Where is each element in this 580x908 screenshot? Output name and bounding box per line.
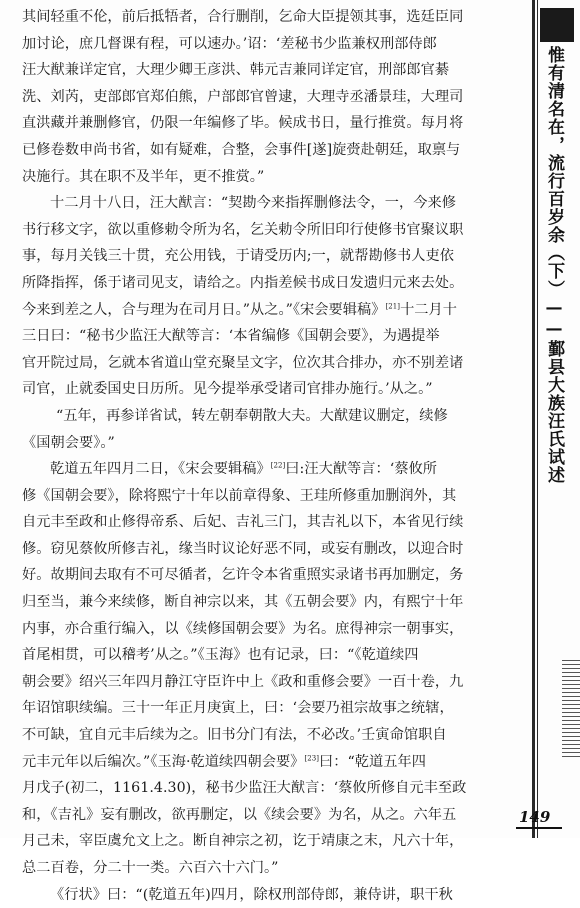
text-line: 修。窃见蔡攸所修吉礼，缘当时议论好恶不同，或妄有删改，以迎合时 xyxy=(22,540,464,557)
text-line: 《国朝会要》。” xyxy=(22,434,115,451)
page-number-rule xyxy=(516,827,562,829)
text-line: 月戊子(初二，1161.4.30)，秘书少监汪大猷言：‘蔡攸所修自元丰至政 xyxy=(22,780,467,797)
text-line: 官开院过局，乞就本省道山堂充聚呈文字，位次其合排办，亦不别差诸 xyxy=(22,354,464,371)
text-line: 事，每月关钱三十贯，充公用钱，于请受历内;一，就帮勘修书人吏依 xyxy=(22,248,454,265)
running-title: 惟有清名在，流行百岁余（下）——鄞县大族汪氏试述 xyxy=(544,46,564,484)
text-segment: 曰：“乾道五年四 xyxy=(319,753,426,770)
text-line: 洗、刘芮，吏部郎官郑伯熊，户部郎官曾逮，大理寺丞潘景珪，大理司 xyxy=(22,88,464,105)
text-line: 修《国朝会要》，除将熙宁十年以前章得象、王珪所修重加删润外，其 xyxy=(22,487,457,504)
text-line: 书行移文字，欲以重修勅令所为名，乞关勅令所旧印行使修书官聚议职 xyxy=(22,221,464,238)
text-line: 自元丰至政和止修得帝系、后妃、吉礼三门，其吉礼以下，本省见行续 xyxy=(22,514,464,531)
text-line: 汪大猷兼详定官，大理少卿王彦洪、韩元吉兼同详定官，刑部郎官綦 xyxy=(22,62,450,79)
text-line: 司官，止就委国史日历所。见今提举承受诸司官排办施行。’从之。” xyxy=(22,381,433,398)
text-line: 和，《吉礼》妄有删改，欲再删定，以《续会要》为名，从之。六年五 xyxy=(22,806,457,823)
page-edge-texture xyxy=(562,660,580,760)
text-line: “五年，再参详省试，转左朝奉朝散大夫。大猷建议删定，续修 xyxy=(56,407,448,424)
text-line: 不可缺，宜自元丰后续为之。旧书分门有法，不必改。’壬寅命馆职自 xyxy=(22,727,447,744)
footnote-ref: [21] xyxy=(385,301,401,310)
text-line: 所降指挥，係于诸司见支，请给之。内指差候书成日发遗归元来去处。 xyxy=(22,274,464,291)
text-segment: 今来到差之人，合与理为在司月日。”从之。”《宋会要辑稿》 xyxy=(22,301,386,318)
text-segment: 十二月十 xyxy=(400,301,458,318)
text-line: 已修卷数申尚书省，如有疑难，合整，会事件[遂]旋赍赴朝廷，取禀与 xyxy=(22,141,461,158)
text-line: 总二百卷，分二十一类。六百六十六门。” xyxy=(22,860,279,876)
text-line: 十二月十八日，汪大猷言：“契勘今来指挥删修法令，一，今来修 xyxy=(50,195,456,212)
text-line: 其间轻重不伦，前后抵牾者，合行删削，乞命大臣提领其事，选廷臣同 xyxy=(22,9,464,25)
text-line: 朝会要》绍兴三年四月静江守臣许中上《政和重修会要》一百十卷，九 xyxy=(22,673,464,690)
footnote-ref: [22] xyxy=(270,461,286,470)
footnote-ref: [23] xyxy=(304,753,319,762)
text-segment: 元丰元年以后编次。”《玉海·乾道续四朝会要》 xyxy=(22,753,305,770)
text-segment: 曰:汪大猷等言：‘蔡攸所 xyxy=(285,461,438,478)
text-segment: 乾道五年四月二日，《宋会要辑稿》 xyxy=(50,461,271,478)
text-line: 好。故期间去取有不可尽循者，乞许令本省重照实录诸书再加删定，务 xyxy=(22,567,464,584)
chapter-marker-block xyxy=(540,8,574,42)
page-number: 149 xyxy=(519,808,551,826)
text-line: 决施行。其在职不及半年，更不推赏。” xyxy=(22,168,265,185)
text-line: 《行状》曰：“(乾道五年)四月，除权刑部侍郎，兼侍讲，职干秋 xyxy=(50,886,453,903)
body-text xyxy=(22,4,522,908)
text-line xyxy=(22,297,522,324)
text-line: 归至当，兼今来续修，断自神宗以来，其《五朝会要》内，有熙宁十年 xyxy=(22,594,464,611)
text-line xyxy=(22,456,522,483)
text-line: 年诏馆职续编。三十一年正月庚寅上，曰：‘会要乃祖宗故事之统辖， xyxy=(22,700,454,717)
text-line: 内事，亦合重行编入，以《续修国朝会要》为名。庶得神宗一朝事实， xyxy=(22,620,464,637)
text-line: 首尾相贯，可以稽考’从之。”《玉海》也有记录，曰：“《乾道续四 xyxy=(22,647,419,664)
text-line xyxy=(22,749,522,776)
text-line: 三日曰：“秘书少监汪大猷等言：‘本省编修《国朝会要》，为遇提举 xyxy=(22,328,440,345)
text-line: 加讨论，庶几督课有程，可以速办。’诏：‘差秘书少监兼权刑部侍郎 xyxy=(22,35,437,52)
text-line: 月己未，宰臣虞允文上之。断自神宗之初，讫于靖康之末，凡六十年， xyxy=(22,833,464,850)
text-line: 直洪藏并兼删修官，仍限一年编修了毕。候成书日，量行推赏。每月将 xyxy=(22,115,464,132)
